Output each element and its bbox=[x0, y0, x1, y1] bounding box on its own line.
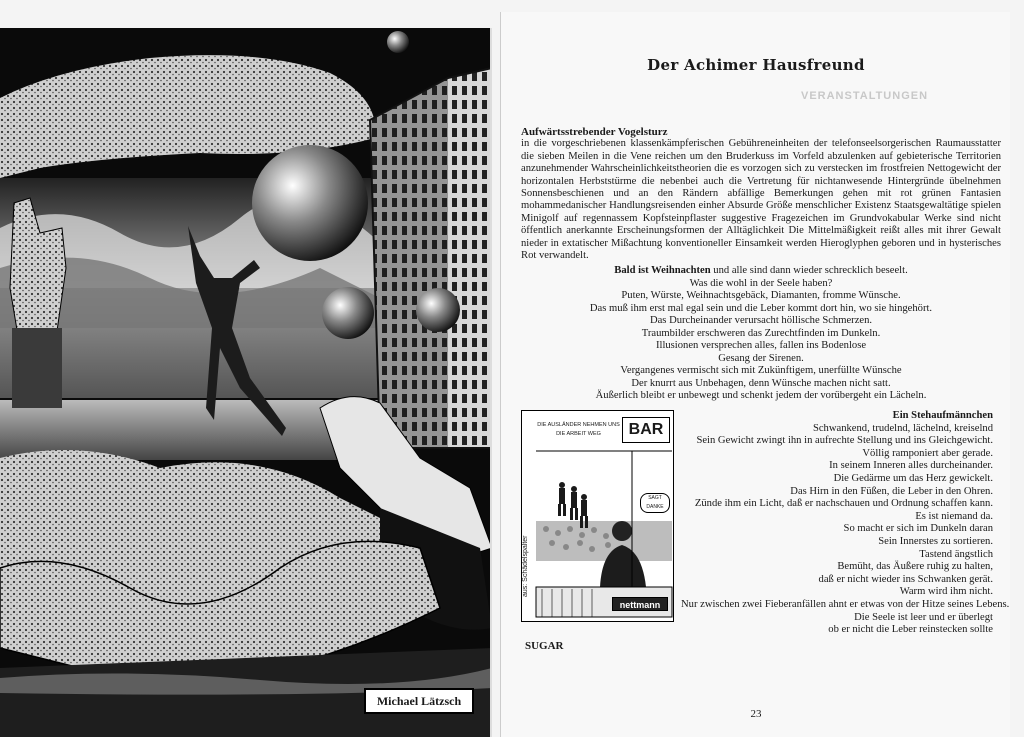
prose-title: Aufwärtsstrebender Vogelsturz bbox=[521, 126, 668, 138]
poem-line: Zünde ihm ein Licht, daß er nachschauen und Ordnung schaffen kann. bbox=[694, 498, 993, 510]
showthrough-heading: VERANSTALTUNGEN bbox=[801, 90, 929, 102]
page-number: 23 bbox=[750, 708, 762, 720]
poem-line: Sein Gewicht zwingt ihn in aufrechte Stellung und ins Gleichgewicht. bbox=[696, 435, 993, 447]
poem-line: Illusionen versprechen alles, fallen ins Bodenlose bbox=[655, 340, 867, 351]
poem-title: Bald ist Weihnachten bbox=[614, 265, 711, 276]
poem-line: Sein Innerstes zu sortieren. bbox=[878, 535, 993, 547]
cartoon-panel bbox=[521, 410, 674, 622]
poem-line: Nur zwischen zwei Fieberanfällen ahnt er etwas von der Hitze seines Lebens. bbox=[681, 598, 1010, 610]
poem-title: Ein Stehaufmännchen bbox=[892, 410, 993, 421]
poem-line: Gesang der Sirenen. bbox=[718, 352, 804, 364]
prose-body: in die vorgeschriebenen klassenkämpferischen Gebühreneinheiten der telefonseelsorgerischen Raumausstatter die sieben Meilen in die Vene reichen um den Bruderkuss im Vorfeld abzulenken auf gebieterische Territorien anzunehmender Wahrscheinlichkeitstheorien die es vorzogen sich zu verstecken im frostfreien Nettogewicht der horizontalen Herbststürme die nebenbei auch die Vertretung für nichtanwesende Hintergründe übelnehmen Sonnensbeschienen und an den Rändern abfällige Bemerkungen gehen mit rot grünen Fantasien mohammedanischer Handlungsreisenden einher Absurde Größe menschlicher Existenz Staatsgewaltätige spielen Minigolf auf regennassem Kopfsteinpflaster suggestive Fragezeichen im Grundvokabular Werke sind nicht öffentlich anerkannte Erscheinungsformen der Alltäglichkeit Die Mittelmäßigkeit reißt alles mit ihrer Gewalt nieder in extatischer Mißachtung konventioneller Einsamkeit werden Hieroglyphen geboren und in hysterisches Rot verwandelt. bbox=[521, 138, 1001, 262]
poem-weihnachten bbox=[521, 265, 1001, 403]
poem-line: Die Seele ist leer und er überlegt bbox=[854, 611, 993, 623]
poem-line: Schwankend, trudelnd, lächelnd, kreiselnd bbox=[812, 422, 993, 434]
left-page-collage bbox=[0, 28, 492, 737]
poem-line: Vergangenes vermischt sich mit Zukünftigem, unerfüllte Wünsche bbox=[620, 365, 902, 376]
prose-article bbox=[521, 126, 1001, 262]
cartoon-source-credit: aus: Schädelspalter bbox=[522, 535, 529, 597]
poem-line bbox=[521, 265, 1001, 278]
cartoon-speech-small: SAGT DANKE bbox=[640, 493, 670, 513]
cartoon-speech-bubble: DIE AUSLÄNDER NEHMEN UNS DIE ARBEIT WEG bbox=[537, 422, 620, 437]
poem-line: In seinem Inneren alles durcheinander. bbox=[829, 460, 993, 472]
poem-line: Puten, Würste, Weihnachtsgebäck, Diamanten, fromme Wünsche. bbox=[621, 290, 901, 301]
poem-stehaufmaennchen bbox=[681, 410, 1010, 637]
poem-line: Das muß ihm erst mal egal sein und die Leber kommt dort hin, wo sie hingehört. bbox=[589, 302, 933, 314]
poem-line: Traumbilder erschweren das Zurechtfinden im Dunkeln. bbox=[641, 327, 881, 339]
poem-line: Tastend ängstlich bbox=[919, 548, 993, 560]
poem-line: Völlig ramponiert aber gerade. bbox=[862, 447, 993, 459]
author-signature: SUGAR bbox=[525, 640, 564, 652]
cartoon-bar-sign: BAR bbox=[622, 417, 670, 443]
poem-line-rest: und alle sind dann wieder schrecklich beseelt. bbox=[710, 265, 908, 276]
collage-artwork bbox=[0, 28, 492, 737]
right-page-text bbox=[500, 12, 1010, 737]
poem-line: Warm wird ihm nicht. bbox=[899, 586, 993, 598]
poem-line: Das Hirn in den Füßen, die Leber in den Ohren. bbox=[790, 485, 993, 497]
poem-line: Bemüht, das Äußere ruhig zu halten, bbox=[837, 561, 993, 573]
poem-line: ob er nicht die Leber reinstecken sollte bbox=[828, 624, 993, 636]
poem-line: Was die wohl in der Seele haben? bbox=[689, 277, 833, 289]
poem-line: Das Durcheinander verursacht höllische Schmerzen. bbox=[649, 315, 873, 326]
poem-line: So macht er sich im Dunkeln daran bbox=[843, 523, 993, 535]
poem-line: Es ist niemand da. bbox=[915, 510, 993, 522]
masthead-title: Der Achimer Hausfreund bbox=[647, 56, 865, 74]
cartoon-brand-label: nettmann bbox=[612, 597, 668, 611]
poem-line: Die Gedärme um das Herz gewickelt. bbox=[833, 472, 993, 484]
poem-line: Der knurrt aus Unbehagen, denn Wünsche machen nicht satt. bbox=[631, 377, 891, 389]
author-credit-label: Michael Lätzsch bbox=[364, 688, 474, 714]
poem-line: daß er nicht wieder ins Schwanken gerät. bbox=[818, 573, 993, 585]
poem-line: Äußerlich bleibt er unbewegt und schenkt jedem der vorübergeht ein Lächeln. bbox=[595, 390, 927, 401]
